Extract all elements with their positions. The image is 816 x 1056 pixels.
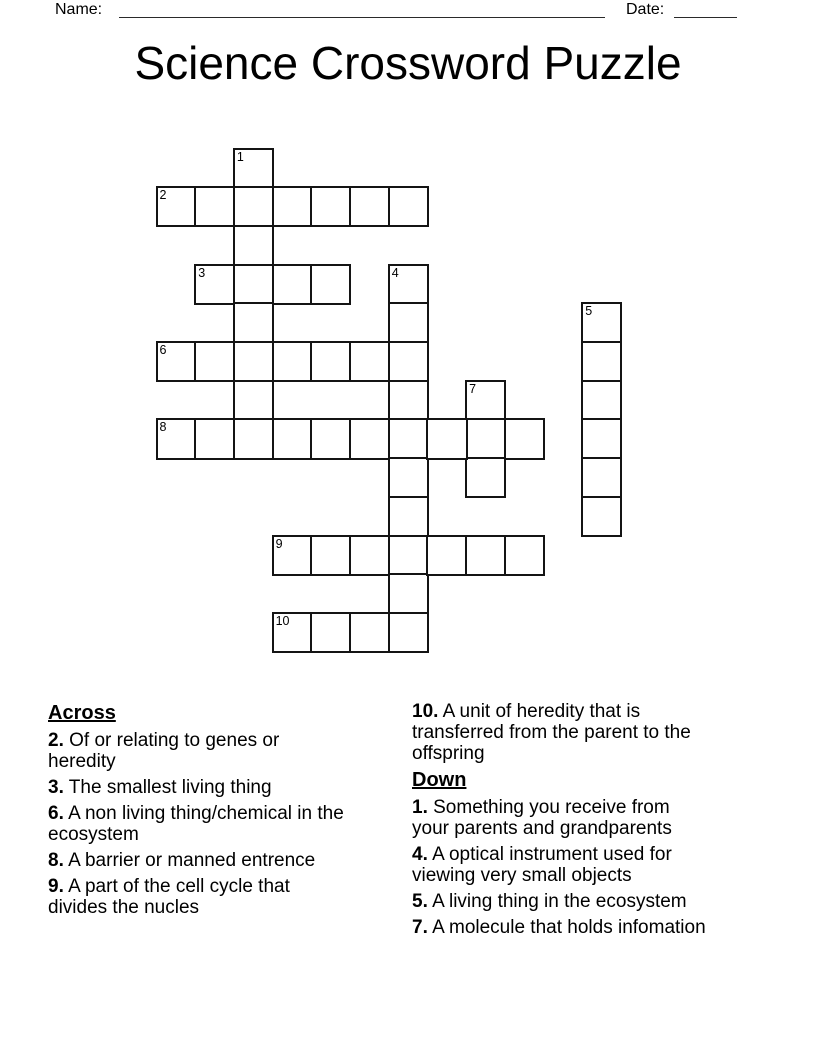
grid-cell: [310, 264, 351, 305]
grid-cell: [388, 612, 429, 653]
clue-9: [48, 876, 400, 918]
clue-line: 3. The smallest living thing: [48, 777, 272, 798]
grid-cell: [194, 264, 235, 305]
grid-cell: [272, 341, 313, 382]
grid-cell: [233, 186, 274, 227]
clue-number-10: 10: [275, 613, 290, 628]
grid-cell: [388, 302, 429, 343]
down-heading: Down: [412, 769, 467, 791]
grid-cell: [388, 418, 429, 459]
grid-cell: [272, 186, 313, 227]
grid-cell: [156, 418, 197, 459]
grid-cell: [465, 535, 506, 576]
grid-cell: [233, 302, 274, 343]
grid-cell: [272, 418, 313, 459]
grid-cell: [504, 418, 545, 459]
clue-number-6: 6: [159, 343, 167, 357]
grid-cell: [194, 341, 235, 382]
clue-number-2: 2: [159, 188, 167, 203]
clue-line: 6. A non living thing/chemical in the: [48, 803, 344, 824]
grid-cell: [194, 186, 235, 227]
clue-number-4: 4: [391, 265, 399, 280]
clue-line: transferred from the parent to the: [412, 722, 691, 743]
clue-number-1: 1: [236, 149, 244, 164]
clues-column-left: [48, 702, 400, 923]
clue-line: 10. A unit of heredity that is: [412, 701, 641, 722]
grid-cell: [310, 535, 351, 576]
clue-number-7: 7: [469, 381, 477, 396]
grid-cell: [272, 264, 313, 305]
grid-cell: [388, 341, 429, 382]
grid-cell: [233, 341, 274, 382]
grid-cell: [504, 535, 545, 576]
grid-cell: [349, 186, 390, 227]
grid-cell: [581, 496, 622, 537]
grid-cell: [156, 186, 197, 227]
grid-cell: [233, 418, 274, 459]
grid-cell: [233, 225, 274, 266]
clue-number-3: 3: [198, 265, 206, 280]
grid-cell: [272, 535, 313, 576]
grid-cell: [310, 418, 351, 459]
clues-column-right: [412, 701, 764, 943]
grid-cell: [388, 186, 429, 227]
grid-cell: [233, 264, 274, 305]
clue-1: [412, 797, 764, 839]
clue-line: 7. A molecule that holds infomation: [412, 917, 706, 938]
grid-cell: [272, 612, 313, 653]
date-label: Date:: [626, 1, 665, 18]
grid-cell: [233, 148, 274, 189]
grid-cell: [581, 418, 622, 459]
clue-2: [48, 730, 400, 772]
clue-number-8: 8: [159, 420, 167, 435]
clue-line: divides the nucles: [48, 897, 200, 918]
grid-cell: [465, 380, 506, 421]
grid-cell: [581, 341, 622, 382]
grid-cell: [156, 341, 197, 382]
clue-number-9: 9: [275, 536, 283, 551]
grid-cell: [310, 186, 351, 227]
grid-cell: [194, 418, 235, 459]
clue-number-5: 5: [585, 304, 593, 319]
grid-cell: [388, 457, 429, 498]
across-heading: Across: [48, 702, 116, 724]
clue-line: offspring: [412, 743, 485, 764]
clue-line: your parents and grandparents: [412, 818, 672, 839]
clue-line: ecosystem: [48, 824, 139, 845]
clue-line: heredity: [48, 751, 116, 772]
grid-cell: [349, 535, 390, 576]
grid-cell: [465, 418, 506, 459]
grid-cell: [426, 535, 467, 576]
clue-8: [48, 850, 400, 871]
grid-cell: [233, 380, 274, 421]
clue-3: [48, 777, 400, 798]
grid-cell: [388, 264, 429, 305]
date-blank-line: [674, 17, 737, 18]
clue-5: [412, 891, 764, 912]
grid-cell: [310, 341, 351, 382]
clue-line: 5. A living thing in the ecosystem: [412, 891, 687, 912]
clue-4: [412, 844, 764, 886]
grid-cell: [388, 380, 429, 421]
grid-cell: [581, 457, 622, 498]
grid-cell: [581, 302, 622, 343]
clue-10: [412, 701, 764, 764]
clue-line: 1. Something you receive from: [412, 797, 670, 818]
grid-cell: [349, 341, 390, 382]
clue-line: 4. A optical instrument used for: [412, 844, 672, 865]
name-blank-line: [119, 17, 605, 18]
grid-cell: [388, 535, 429, 576]
grid-cell: [465, 457, 506, 498]
grid-cell: [581, 380, 622, 421]
grid-cell: [310, 612, 351, 653]
grid-cell: [388, 573, 429, 614]
grid-cell: [349, 612, 390, 653]
name-label: Name:: [55, 1, 103, 18]
grid-cell: [426, 418, 467, 459]
clue-line: 2. Of or relating to genes or: [48, 730, 280, 751]
clue-6: [48, 803, 400, 845]
clue-line: 9. A part of the cell cycle that: [48, 876, 290, 897]
page-title: Science Crossword Puzzle: [134, 37, 682, 89]
clue-line: 8. A barrier or manned entrence: [48, 850, 316, 871]
grid-cell: [349, 418, 390, 459]
clue-line: viewing very small objects: [412, 865, 632, 886]
grid-cell: [388, 496, 429, 537]
clue-7: [412, 917, 764, 938]
